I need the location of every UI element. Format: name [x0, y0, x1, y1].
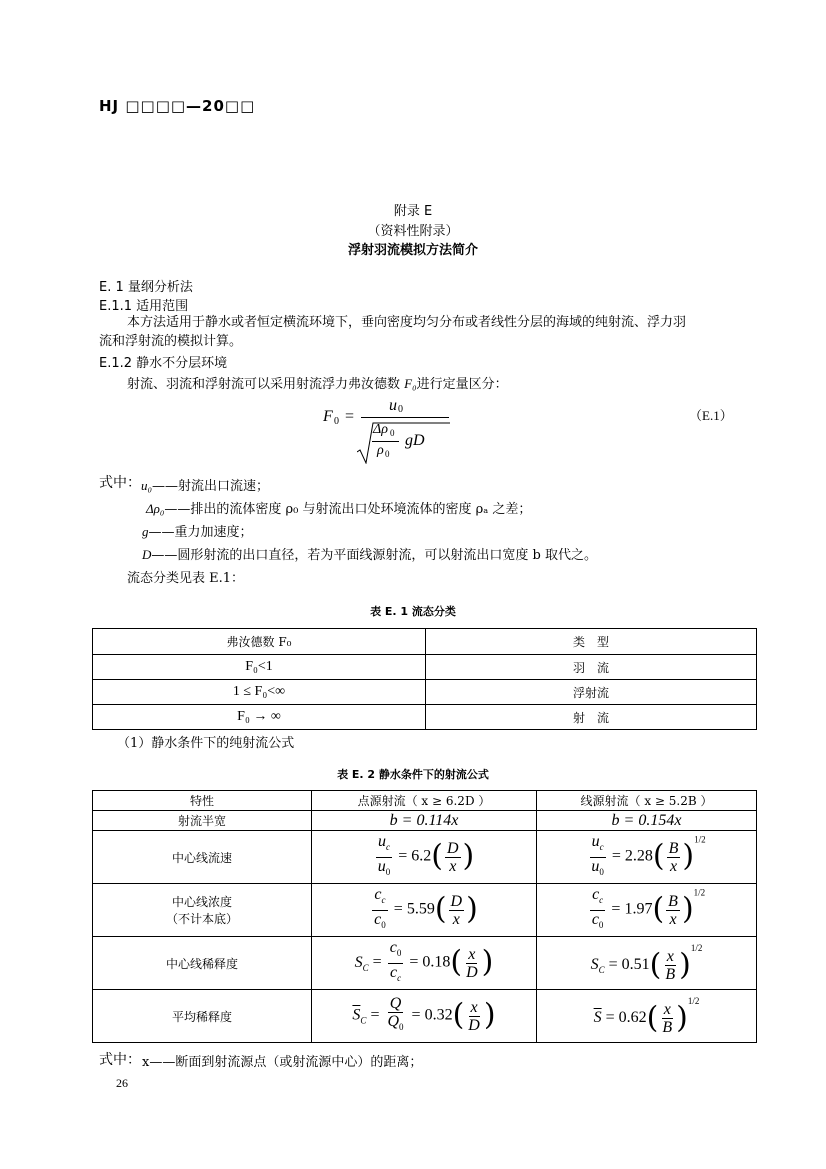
where-item-g: g——重力加速度； [142, 524, 253, 540]
table2-point-centerline-concentration: $\frac{c_c}{c_0}$ = 5.59( $\frac{D}{x}$ ) [312, 884, 537, 937]
where-label: 式中： [99, 475, 141, 491]
table2-line-centerline-concentration: $\frac{c_c}{c_0}$ = 1.97( $\frac{B}{x}$ )$^{1/2}$ [537, 884, 757, 937]
table1-cell-condition: F₀ → ∞ [93, 705, 426, 730]
where-item-delta-rho: Δρ₀——排出的流体密度 ρ₀ 与射流出口处环境流体的密度 ρₐ 之差； [146, 501, 532, 517]
e11-body-line2: 流和浮射流的模拟计算。 [99, 334, 243, 349]
table2-point-average-dilution: $\overline{S}_C$ = $\frac{Q}{Q_0}$ = 0.32( $\frac{x}{D}$ ) [312, 990, 537, 1043]
table2-point-half-width: b = 0.114x [312, 811, 537, 831]
table1-cell-type: 射 流 [426, 705, 757, 730]
table-flow-classification [92, 628, 757, 730]
table2-header-point-source: 点源射流（ x ≥ 6.2D ） [312, 791, 537, 811]
table2-line-half-width: b = 0.154x [537, 811, 757, 831]
table-row [93, 705, 757, 730]
see-table-note: 流态分类见表 E.1： [127, 571, 245, 586]
table2-label-half-width: 射流半宽 [93, 811, 312, 831]
appendix-name: 浮射羽流模拟方法简介 [347, 243, 478, 258]
table1-cell-type: 羽 流 [426, 655, 757, 680]
document-code: HJ □□□□—20□□ [99, 97, 256, 115]
table1-header-froude: 弗汝德数 F₀ [93, 629, 426, 655]
table-row [93, 680, 757, 705]
appendix-subtitle: （资料性附录） [367, 224, 459, 239]
table2-label-centerline-dilution: 中心线稀释度 [93, 937, 312, 990]
footer-where-x: x——断面到射流源点（或射流源中心）的距离； [142, 1055, 423, 1070]
section-e1: E. 1 量纲分析法 [99, 280, 193, 295]
appendix-title: 附录 E [393, 204, 433, 219]
table-row [93, 655, 757, 680]
equation-number: （E.1） [689, 408, 733, 423]
page-number: 26 [116, 1076, 128, 1090]
table2-caption: 表 E. 2 静水条件下的射流公式 [337, 768, 489, 781]
table2-header-row [93, 791, 757, 811]
table2-label-average-dilution: 平均稀释度 [93, 990, 312, 1043]
table-jet-formulas [92, 790, 757, 1043]
table2-label-centerline-concentration: 中心线浓度 （不计本底） [93, 884, 312, 937]
table2-point-centerline-velocity: $\frac{u_c}{u_0}$ = 6.2( $\frac{D}{x}$ ) [312, 831, 537, 884]
table1-header-type: 类 型 [426, 629, 757, 655]
table1-cell-condition: F₀<1 [93, 655, 426, 680]
table-row [93, 937, 757, 990]
table-row [93, 831, 757, 884]
table1-header-row [93, 629, 757, 655]
where-item-d: D——圆形射流的出口直径，若为平面线源射流，可以射流出口宽度 b 取代之。 [142, 547, 597, 563]
footer-where-label: 式中： [99, 1052, 141, 1068]
table2-line-average-dilution: $\overline{S} = 0.62$( $\frac{x}{B}$ )$^{1/2}$ [537, 990, 757, 1043]
section-e11: E.1.1 适用范围 [99, 299, 189, 314]
table-row [93, 884, 757, 937]
table2-header-line-source: 线源射流（ x ≥ 5.2B ） [537, 791, 757, 811]
where-item-u0: u₀——射流出口流速； [141, 478, 270, 494]
table2-line-centerline-dilution: $S_C = 0.51$( $\frac{x}{B}$ )$^{1/2}$ [537, 937, 757, 990]
table1-cell-type: 浮射流 [426, 680, 757, 705]
e12-intro: 射流、羽流和浮射流可以采用射流浮力弗汝德数 F₀进行定量区分： [127, 376, 508, 392]
table2-point-centerline-dilution: $S_C$ = $\frac{c_0}{c_c}$ = 0.18( $\frac{x}{D}$ ) [312, 937, 537, 990]
table1-cell-condition: 1 ≤ F₀<∞ [93, 680, 426, 705]
section-e12: E.1.2 静水不分层环境 [99, 356, 228, 371]
table1-caption: 表 E. 1 流态分类 [370, 605, 456, 618]
table-row [93, 811, 757, 831]
table2-line-centerline-velocity: $\frac{u_c}{u_0}$ = 2.28( $\frac{B}{x}$ )$^{1/2}$ [537, 831, 757, 884]
e11-body-line1: 本方法适用于静水或者恒定横流环境下，垂向密度均匀分布或者线性分层的海域的纯射流、浮力羽 [127, 315, 687, 330]
table2-label-centerline-velocity: 中心线流速 [93, 831, 312, 884]
equation-e1: F 0 = u 0 Δρ 0 ρ 0 gD [323, 396, 453, 466]
pure-jet-note: （1）静水条件下的纯射流公式 [117, 736, 295, 751]
table2-header-property: 特性 [93, 791, 312, 811]
table-row [93, 990, 757, 1043]
